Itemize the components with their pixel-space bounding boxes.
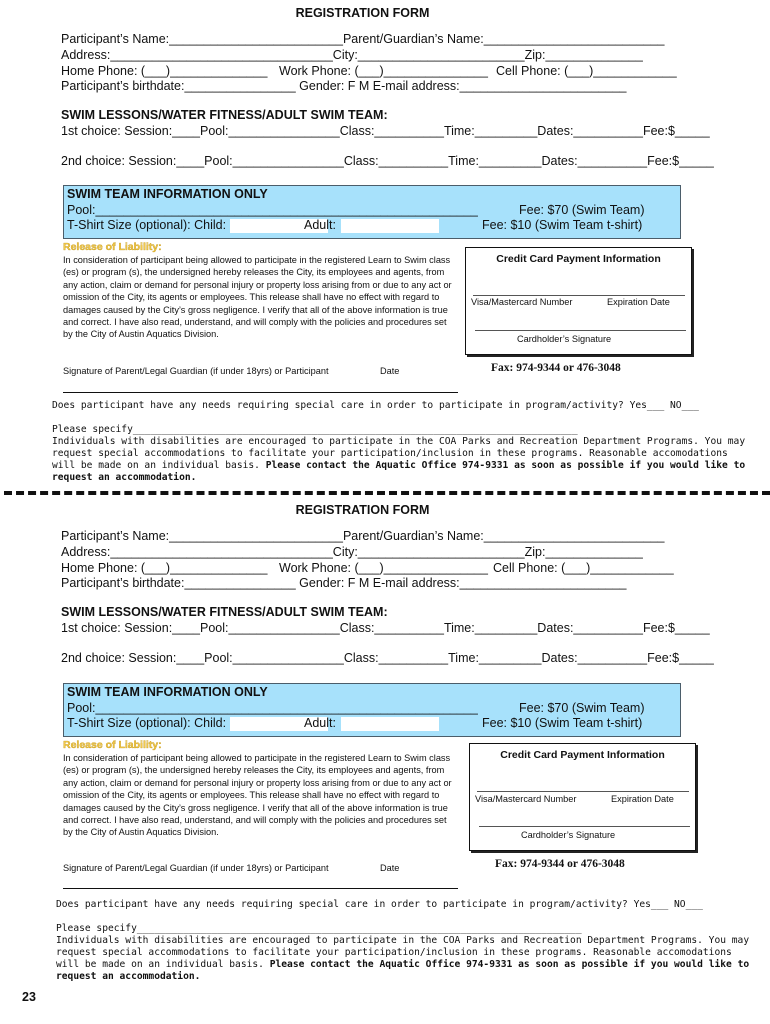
release-title: Release of Liability: <box>63 739 162 751</box>
special-care-question[interactable]: Does participant have any needs requiring special care in order to participate in program/activity? Yes___ NO___ <box>56 899 703 910</box>
credit-card-box <box>469 743 696 851</box>
disability-text: Individuals with disabilities are encouraged to participate in the COA Parks and Recreation Department Programs. You may request special accommodations to facilitate your participation/inclusion in these programs. Reasonable accomodations will be made on an individual basis. <box>56 935 750 970</box>
swim-team-box <box>63 185 681 239</box>
participant-name-line[interactable]: Participant’s Name:_________________________Parent/Guardian’s Name:__________________________ <box>61 529 665 543</box>
guardian-signature-label: Signature of Parent/Legal Guardian (if under 18yrs) or Participant <box>63 863 329 873</box>
cardholder-signature-line[interactable] <box>479 826 690 827</box>
disability-notice <box>56 935 756 983</box>
swim-team-header: SWIM TEAM INFORMATION ONLY <box>67 685 268 699</box>
card-number-label: Visa/Mastercard Number <box>475 794 577 804</box>
release-text: In consideration of participant being allowed to participate in the registered Learn to Swim class (es) or program (s), the undersigned hereby releases the City, its employees and agents, from any action, claim or demand for personal injury or property loss arising from or due to any act or omission of the City, its agents or employees. This release shall have no effect with regard to damages caused by the City’s gross negligence. I verify that all of the above information is true and correct. I have also read, understand, and will comply with the policies and procedures set by the City of Austin Aquatics Division. <box>63 255 452 340</box>
card-number-line[interactable] <box>477 791 689 792</box>
tshirt-child-label: T-Shirt Size (optional): Child: <box>67 716 227 730</box>
cut-line-divider <box>4 491 770 495</box>
special-care-question[interactable]: Does participant have any needs requiring special care in order to participate in program/activity? Yes___ NO___ <box>52 400 699 411</box>
tshirt-child-label: T-Shirt Size (optional): Child: <box>67 218 227 232</box>
swim-team-header: SWIM TEAM INFORMATION ONLY <box>67 187 268 201</box>
cardholder-signature-label: Cardholder’s Signature <box>517 334 612 344</box>
guardian-signature-line[interactable] <box>63 888 458 889</box>
home-phone-field[interactable]: Home Phone: (___)______________ <box>61 64 268 78</box>
page-number: 23 <box>22 990 36 1004</box>
credit-card-title: Credit Card Payment Information <box>500 749 665 761</box>
release-title: Release of Liability: <box>63 241 162 253</box>
swim-team-fee: Fee: $70 (Swim Team) <box>519 203 645 217</box>
work-phone-field[interactable]: Work Phone: (___)_______________ <box>279 64 488 78</box>
credit-card-title: Credit Card Payment Information <box>496 253 661 265</box>
participant-name-line[interactable]: Participant’s Name:_________________________Parent/Guardian’s Name:__________________________ <box>61 32 665 46</box>
disability-contact: Please contact the Aquatic Office 974-9331 as soon as possible if you would like to request an accommodation. <box>56 959 750 982</box>
expiration-label: Expiration Date <box>607 297 670 307</box>
credit-card-box <box>465 247 692 355</box>
cardholder-signature-line[interactable] <box>475 330 686 331</box>
guardian-signature-line[interactable] <box>63 392 458 393</box>
tshirt-fee: Fee: $10 (Swim Team t-shirt) <box>482 218 643 232</box>
tshirt-adult-input[interactable] <box>341 717 439 731</box>
tshirt-adult-input[interactable] <box>341 219 439 233</box>
second-choice-line[interactable]: 2nd choice: Session:____Pool:________________Class:__________Time:_________Dates:__________Fee:$_____ <box>61 154 714 168</box>
fax-numbers: Fax: 974-9344 or 476-3048 <box>495 858 625 870</box>
disability-contact: Please contact the Aquatic Office 974-9331 as soon as possible if you would like to request an accommodation. <box>52 460 746 483</box>
form-title: REGISTRATION FORM <box>295 6 430 20</box>
second-choice-line[interactable]: 2nd choice: Session:____Pool:________________Class:__________Time:_________Dates:__________Fee:$_____ <box>61 651 714 665</box>
first-choice-line[interactable]: 1st choice: Session:____Pool:________________Class:__________Time:_________Dates:__________Fee:$_____ <box>61 621 710 635</box>
work-phone-field[interactable]: Work Phone: (___)_______________ <box>279 561 488 575</box>
card-number-label: Visa/Mastercard Number <box>471 297 573 307</box>
please-specify-field[interactable]: Please specify_____________________________________________________________________________ <box>52 424 578 435</box>
please-specify-field[interactable]: Please specify_____________________________________________________________________________ <box>56 923 582 934</box>
disability-text: Individuals with disabilities are encouraged to participate in the COA Parks and Recreation Department Programs. You may request special accommodations to facilitate your participation/inclusion in these programs. Reasonable accomodations will be made on an individual basis. <box>52 436 746 471</box>
signature-date-label: Date <box>380 366 400 376</box>
fax-numbers: Fax: 974-9344 or 476-3048 <box>491 362 621 374</box>
disability-notice <box>52 436 752 484</box>
cell-phone-field[interactable]: Cell Phone: (___)____________ <box>493 561 674 575</box>
home-phone-field[interactable]: Home Phone: (___)______________ <box>61 561 268 575</box>
swim-team-box <box>63 683 681 737</box>
swim-team-pool-field[interactable]: Pool:_______________________________________________________ <box>67 203 478 217</box>
guardian-signature-label: Signature of Parent/Legal Guardian (if under 18yrs) or Participant <box>63 366 329 376</box>
signature-date-label: Date <box>380 863 400 873</box>
lessons-header: SWIM LESSONS/WATER FITNESS/ADULT SWIM TEAM: <box>61 605 388 619</box>
swim-team-pool-field[interactable]: Pool:_______________________________________________________ <box>67 701 478 715</box>
address-line[interactable]: Address:________________________________City:________________________Zip:______________ <box>61 48 643 62</box>
cardholder-signature-label: Cardholder’s Signature <box>521 830 616 840</box>
tshirt-fee: Fee: $10 (Swim Team t-shirt) <box>482 716 643 730</box>
first-choice-line[interactable]: 1st choice: Session:____Pool:________________Class:__________Time:_________Dates:__________Fee:$_____ <box>61 124 710 138</box>
expiration-label: Expiration Date <box>611 794 674 804</box>
card-number-line[interactable] <box>473 295 685 296</box>
tshirt-adult-label: Adult: <box>304 218 336 232</box>
birthdate-line[interactable]: Participant’s birthdate:________________ Gender: F M E-mail address:________________________ <box>61 576 627 590</box>
release-text: In consideration of participant being allowed to participate in the registered Learn to Swim class (es) or program (s), the undersigned hereby releases the City, its employees and agents, from any action, claim or demand for personal injury or property loss arising from or due to any act or omission of the City, its agents or employees. This release shall have no effect with regard to damages caused by the City’s gross negligence. I verify that all of the above information is true and correct. I have also read, understand, and will comply with the policies and procedures set by the City of Austin Aquatics Division. <box>63 753 452 838</box>
swim-team-fee: Fee: $70 (Swim Team) <box>519 701 645 715</box>
lessons-header: SWIM LESSONS/WATER FITNESS/ADULT SWIM TEAM: <box>61 108 388 122</box>
birthdate-line[interactable]: Participant’s birthdate:________________ Gender: F M E-mail address:________________________ <box>61 79 627 93</box>
address-line[interactable]: Address:________________________________City:________________________Zip:______________ <box>61 545 643 559</box>
form-title: REGISTRATION FORM <box>295 503 430 517</box>
cell-phone-field[interactable]: Cell Phone: (___)____________ <box>496 64 677 78</box>
tshirt-adult-label: Adult: <box>304 716 336 730</box>
